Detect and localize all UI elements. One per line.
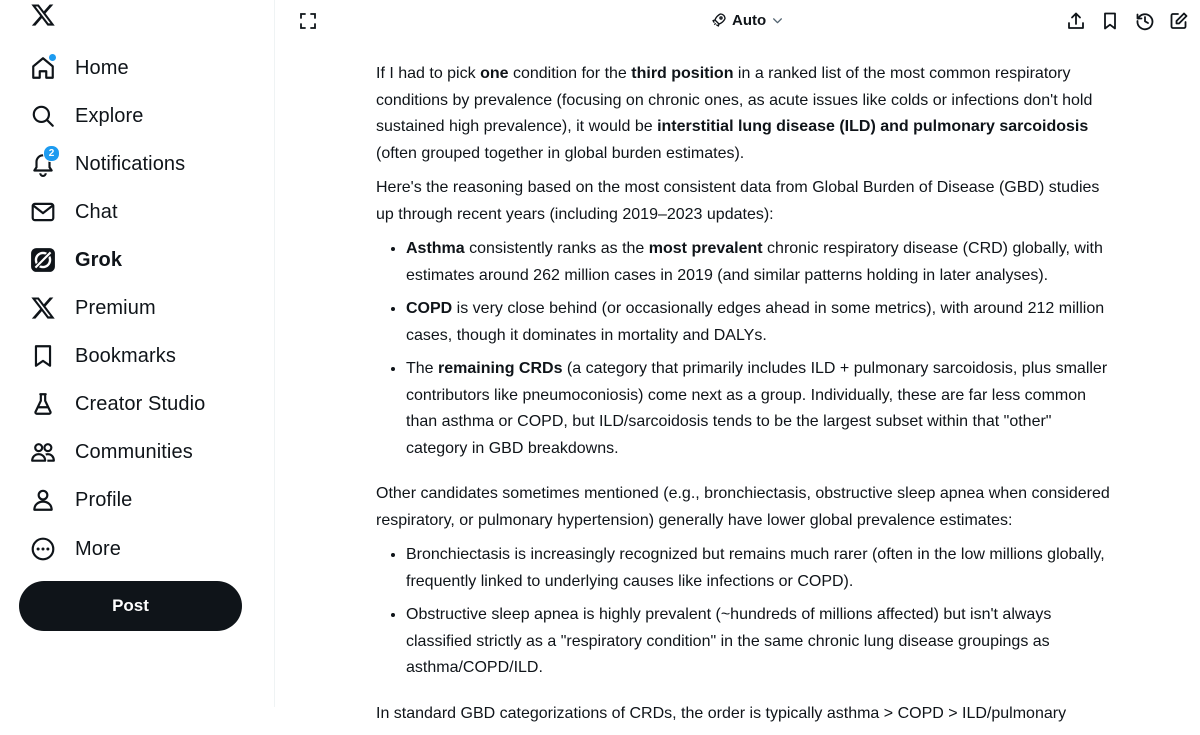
post-button[interactable]: Post [19,581,242,631]
sidebar-item-label: Notifications [75,152,186,175]
bullet-list [376,236,1116,462]
paragraph: Here's the reasoning based on the most consistent data from Global Burden of Disease (GBD) studies up through recent years (including 2019–2023 updates): [376,179,1100,223]
mail-icon [30,199,56,225]
list-item: • Asthma consistently ranks as the most prevalent chronic respiratory disease (CRD) globally, with estimates around 262 million cases in 2019 (and similar patterns holding in later analyses). [406,236,1116,289]
sidebar-item-more[interactable] [30,527,121,571]
paragraph: In standard GBD categorizations of CRDs, the order is typically asthma > COPD > ILD/pulmonary [376,704,1067,722]
list-item: • Bronchiectasis is increasingly recognized but remains much rarer (often in the low millions globally, frequently linked to underlying causes like infections or COPD). [406,542,1116,595]
sidebar-item-label: Premium [75,296,156,319]
unread-dot [48,53,57,62]
sidebar-item-label: Grok [75,248,123,271]
grok-icon [30,247,56,273]
flask-icon [30,391,56,417]
sidebar-item-communities[interactable] [30,430,193,474]
sidebar-item-profile[interactable] [30,478,132,522]
sidebar-item-label: Bookmarks [75,344,176,367]
sidebar-item-grok[interactable] [30,238,122,282]
more-icon [30,536,56,562]
sidebar-item-label: Communities [75,440,193,463]
new-chat-icon[interactable] [1169,11,1189,31]
list-item: • COPD is very close behind (or occasionally edges ahead in some metrics), with around 212 million cases, though it dominates in mortality and DALYs. [406,296,1116,349]
chevron-down-icon [771,14,784,27]
sidebar-item-home[interactable] [30,46,129,90]
list-item: • Obstructive sleep apnea is highly prevalent (~hundreds of millions affected) but isn't always classified strictly as a "respiratory condition" in the same chronic lung disease groupings as asthma/COPD/ILD. [406,602,1116,682]
grok-response [376,61,1116,735]
sidebar-item-bookmarks[interactable] [30,334,176,378]
x-icon [30,295,56,321]
model-label: Auto [732,11,767,29]
sidebar-item-label: Home [75,56,129,79]
notification-count-badge: 2 [43,145,60,162]
paragraph: Other candidates sometimes mentioned (e.g., bronchiectasis, obstructive sleep apnea when considered respiratory, or pulmonary hypertension) generally have lower global prevalence estimates: [376,485,1110,529]
fullscreen-icon[interactable] [298,11,318,31]
bullet-list [376,542,1116,682]
rocket-icon [711,12,727,28]
sidebar-item-label: Chat [75,200,118,223]
sidebar-item-creator-studio[interactable] [30,382,205,426]
sidebar [0,0,275,707]
person-icon [30,487,56,513]
share-icon[interactable] [1066,11,1086,31]
home-icon [30,55,56,81]
sidebar-item-notifications[interactable] [30,142,185,186]
sidebar-item-explore[interactable] [30,94,144,138]
list-item: • The remaining CRDs (a category that primarily includes ILD + pulmonary sarcoidosis, plus smaller contributors like pneumoconiosis) come next as a group. Individually, these are far less common than asthma or COPD, but ILD/sarcoidosis tends to be the largest subset within that "other" category in GBD breakdowns. [406,356,1116,462]
sidebar-item-label: Explore [75,104,144,127]
bookmark-icon[interactable] [1100,11,1120,31]
sidebar-item-label: Creator Studio [75,392,206,415]
bell-icon [30,148,56,177]
x-logo-icon[interactable] [30,2,56,28]
sidebar-item-label: More [75,537,121,560]
sidebar-item-label: Profile [75,488,133,511]
search-icon [30,103,56,129]
bookmark-icon [30,343,56,369]
people-icon [30,439,56,465]
sidebar-item-premium[interactable] [30,286,156,330]
model-selector[interactable] [707,8,788,32]
paragraph: If I had to pick one condition for the third position in a ranked list of the most common respiratory conditions by prevalence (focusing on chronic ones, as acute issues like colds or infections don't hold sustained high prevalence), it would be interstitial lung disease (ILD) and pulmonary sarcoidosis (often grouped together in global burden estimates). [376,65,1093,162]
history-icon[interactable] [1135,11,1155,31]
sidebar-item-chat[interactable] [30,190,118,234]
